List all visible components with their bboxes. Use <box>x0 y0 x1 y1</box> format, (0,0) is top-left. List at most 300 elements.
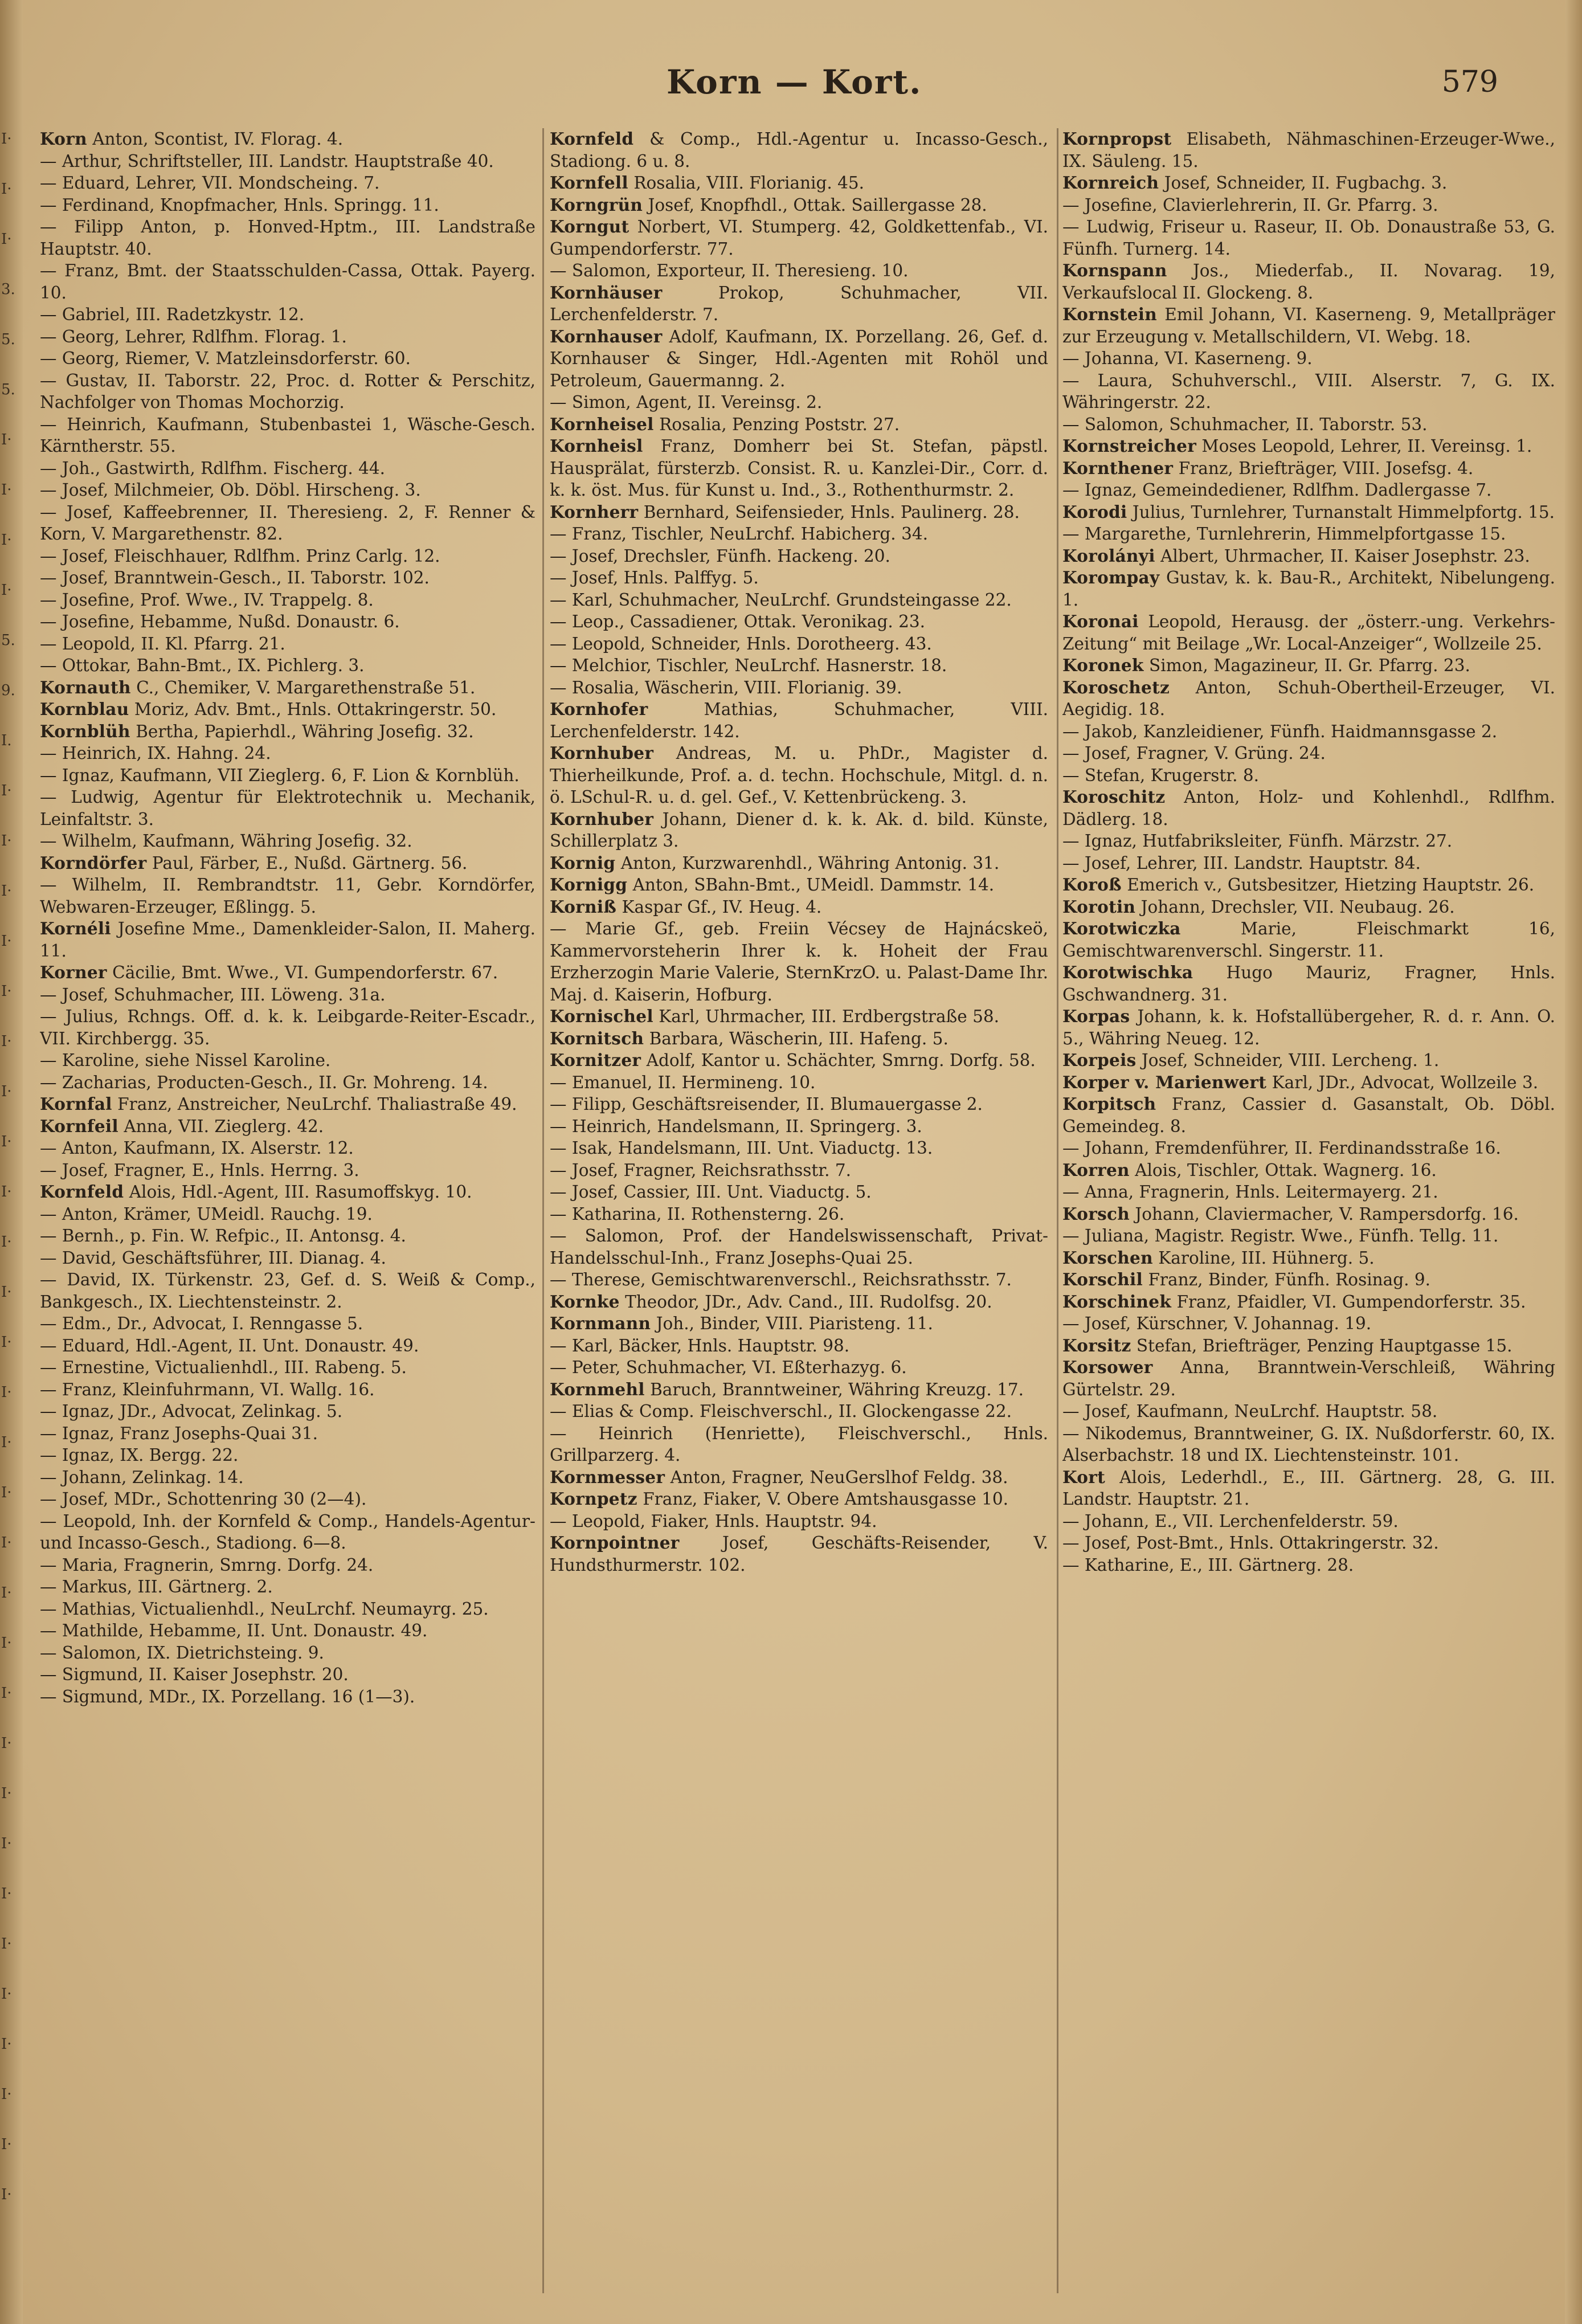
directory-entry <box>40 501 535 545</box>
directory-entry <box>550 1379 1048 1401</box>
entry-text: Kaspar Gf., IV. Heug. 4. <box>622 897 822 917</box>
directory-entry <box>40 1686 535 1708</box>
entry-surname: Korsch <box>1062 1203 1130 1224</box>
directory-entry <box>550 1313 1048 1335</box>
entry-surname: Kornischel <box>550 1006 653 1026</box>
entry-text: Anton, SBahn-Bmt., UMeidl. Dammstr. 14. <box>632 875 995 895</box>
entry-surname: Kornke <box>550 1291 620 1312</box>
directory-entry <box>1062 786 1555 830</box>
entry-text: — Josef, Milchmeier, Ob. Döbl. Hirscheng. 3. <box>40 480 421 500</box>
directory-entry <box>1062 896 1555 918</box>
entry-text: Elisabeth, Nähmaschinen-Erzeuger-Wwe., IX. Säuleng. 15. <box>1062 129 1555 171</box>
edge-mark: I· <box>1 1935 12 1953</box>
directory-entry <box>1062 348 1555 370</box>
entry-text: Josef, Knopfhdl., Ottak. Saillergasse 28. <box>648 195 987 215</box>
entry-text: Baruch, Branntweiner, Währing Kreuzg. 17. <box>650 1379 1024 1399</box>
entry-text: Cäcilie, Bmt. Wwe., VI. Gumpendorferstr. 67. <box>112 963 498 982</box>
edge-mark: I· <box>1 1033 12 1050</box>
directory-entry <box>1062 1357 1555 1400</box>
entry-surname: Korschinek <box>1062 1291 1172 1312</box>
entry-surname: Korniß <box>550 896 617 917</box>
entry-surname: Korn <box>40 129 87 149</box>
entry-text: Joh., Binder, VIII. Piaristeng. 11. <box>656 1314 933 1333</box>
directory-entry <box>550 545 1048 567</box>
edge-mark: I· <box>1 2136 12 2153</box>
entry-surname: Kornhäuser <box>550 282 663 303</box>
directory-entry <box>40 150 535 173</box>
column-2 <box>550 128 1048 2305</box>
entry-text: — Leopold, Schneider, Hnls. Dorotheerg. 43. <box>550 634 932 654</box>
directory-entry <box>1062 1006 1555 1049</box>
edge-mark: I· <box>1 582 12 599</box>
entry-surname: Kornmehl <box>550 1379 645 1399</box>
entry-text: — Mathilde, Hebamme, II. Unt. Donaustr. 49. <box>40 1621 428 1640</box>
directory-entry <box>40 984 535 1006</box>
directory-entry <box>40 304 535 326</box>
entry-surname: Koronai <box>1062 611 1139 631</box>
entry-surname: Kornfeil <box>40 1116 118 1136</box>
entry-text: — Josef, Lehrer, III. Landstr. Hauptstr. 84. <box>1062 853 1421 873</box>
entry-text: — Josef, Schuhmacher, III. Löweng. 31a. <box>40 985 386 1004</box>
entry-text: & Comp., Hdl.-Agentur u. Incasso-Gesch., Stadiong. 6 u. 8. <box>550 129 1048 171</box>
entry-text: — Ignaz, JDr., Advocat, Zelinkag. 5. <box>40 1402 343 1421</box>
entry-text: — Emanuel, II. Hermineng. 10. <box>550 1072 816 1092</box>
entry-text: Emerich v., Gutsbesitzer, Hietzing Hauptstr. 26. <box>1127 875 1535 895</box>
entry-surname: Kornspann <box>1062 260 1167 280</box>
entry-surname: Korsower <box>1062 1357 1153 1377</box>
edge-mark: I. <box>1 732 12 749</box>
directory-entry <box>550 216 1048 260</box>
directory-columns <box>40 128 1555 2305</box>
entry-text: — Josef, Kaufmann, NeuLrchf. Hauptstr. 58. <box>1062 1402 1438 1421</box>
directory-entry <box>1062 1313 1555 1335</box>
entry-text: Johann, k. k. Hofstallübergeher, R. d. r. Ann. O. 5., Währing Neueg. 12. <box>1062 1007 1555 1048</box>
entry-text: Anton, Fragner, NeuGerslhof Feldg. 38. <box>670 1467 1008 1487</box>
entry-text: Franz, Pfaidler, VI. Gumpendorferstr. 35. <box>1176 1292 1526 1312</box>
directory-entry <box>1062 611 1555 655</box>
entry-text: — Josef, Post-Bmt., Hnls. Ottakringerstr. 32. <box>1062 1533 1439 1553</box>
entry-text: — Bernh., p. Fin. W. Refpic., II. Antonsg. 4. <box>40 1226 406 1245</box>
directory-entry <box>40 962 535 984</box>
entry-text: — Josefine, Prof. Wwe., IV. Trappelg. 8. <box>40 590 374 610</box>
entry-text: Anton, Schuh-Obertheil-Erzeuger, VI. Aegidig. 18. <box>1062 677 1555 719</box>
entry-surname: Koroschitz <box>1062 787 1166 807</box>
entry-text: — Georg, Lehrer, Rdlfhm. Florag. 1. <box>40 326 347 346</box>
directory-entry <box>40 326 535 348</box>
entry-surname: Kornitsch <box>550 1028 644 1048</box>
entry-surname: Korren <box>1062 1159 1130 1180</box>
directory-entry <box>550 611 1048 633</box>
edge-mark: I· <box>1 782 12 799</box>
entry-text: Paul, Färber, E., Nußd. Gärtnerg. 56. <box>152 853 468 873</box>
edge-mark: I· <box>1 1183 12 1200</box>
directory-entry <box>550 677 1048 699</box>
entry-text: — Arthur, Schriftsteller, III. Landstr. Hauptstraße 40. <box>40 151 494 171</box>
entry-text: — Josef, Drechsler, Fünfh. Hackeng. 20. <box>550 546 890 566</box>
entry-text: Franz, Anstreicher, NeuLrchf. Thaliastraße 49. <box>117 1094 517 1114</box>
entry-text: — Karl, Schuhmacher, NeuLrchf. Grundsteingasse 22. <box>550 590 1012 610</box>
entry-text: — Eduard, Lehrer, VII. Mondscheing. 7. <box>40 173 380 193</box>
entry-text: — Anton, Krämer, UMeidl. Rauchg. 19. <box>40 1204 373 1224</box>
directory-entry <box>550 1467 1048 1489</box>
directory-entry <box>550 326 1048 392</box>
directory-entry <box>1062 370 1555 414</box>
directory-entry <box>1062 435 1555 458</box>
directory-entry <box>40 216 535 260</box>
entry-text: Emil Johann, VI. Kaserneng. 9, Metallpräger zur Erzeugung v. Metallschildern, VI. Webg. 18. <box>1062 305 1555 346</box>
directory-entry <box>1062 567 1555 611</box>
directory-entry <box>40 655 535 677</box>
entry-text: Marie, Fleischmarkt 16, Gemischtwarenverschl. Singerstr. 11. <box>1062 919 1555 961</box>
entry-surname: Korschen <box>1062 1247 1153 1268</box>
entry-text: Anton, Scontist, IV. Florag. 4. <box>92 129 344 149</box>
directory-entry <box>1062 216 1555 260</box>
edge-mark: 5. <box>1 381 15 398</box>
entry-surname: Kornfeld <box>40 1182 124 1202</box>
directory-entry <box>1062 414 1555 436</box>
entry-text: — Karoline, siehe Nissel Karoline. <box>40 1051 331 1070</box>
entry-surname: Kornstein <box>1062 304 1158 324</box>
edge-mark: I· <box>1 1635 12 1652</box>
entry-text: — David, IX. Türkenstr. 23, Gef. d. S. Weiß & Comp., Bankgesch., IX. Liechtensteinstr. 2. <box>40 1270 535 1312</box>
directory-entry <box>550 501 1048 524</box>
entry-surname: Koroß <box>1062 875 1122 895</box>
directory-entry <box>550 1532 1048 1576</box>
entry-text: — Georg, Riemer, V. Matzleinsdorferstr. 60. <box>40 349 411 368</box>
directory-entry <box>1062 523 1555 545</box>
entry-text: — Josef, Fragner, Reichsrathsstr. 7. <box>550 1160 851 1180</box>
entry-surname: Kort <box>1062 1467 1106 1487</box>
page-title: Korn — Kort. <box>667 63 922 101</box>
entry-text: Adolf, Kaufmann, IX. Porzellang. 26, Gef. d. Kornhauser & Singer, Hdl.-Agenten mit Rohöl und Petroleum, Gauermanng. 2. <box>550 326 1048 390</box>
entry-surname: Kornitzer <box>550 1050 641 1070</box>
entry-surname: Kornblüh <box>40 721 130 741</box>
entry-text: — Katharina, II. Rothensterng. 26. <box>550 1204 845 1224</box>
entry-surname: Korndörfer <box>40 852 147 873</box>
entry-surname: Kornpetz <box>550 1489 637 1509</box>
edge-mark: I· <box>1 481 12 499</box>
edge-mark: I· <box>1 2186 12 2203</box>
entry-text: Mathias, Schuhmacher, VIII. Lerchenfelderstr. 142. <box>550 700 1048 741</box>
directory-entry <box>1062 128 1555 172</box>
entry-text: Stefan, Briefträger, Penzing Hauptgasse 15. <box>1136 1335 1512 1355</box>
directory-entry <box>1062 1072 1555 1094</box>
edge-mark: I· <box>1 832 12 849</box>
edge-mark: 9. <box>1 682 15 699</box>
entry-text: Julius, Turnlehrer, Turnanstalt Himmelpfortg. 15. <box>1132 502 1555 522</box>
directory-entry <box>550 852 1048 875</box>
directory-entry <box>40 611 535 633</box>
directory-entry <box>40 1159 535 1182</box>
entry-text: — Ignaz, Hutfabriksleiter, Fünfh. Märzstr. 27. <box>1062 831 1453 851</box>
directory-entry <box>550 808 1048 852</box>
directory-entry <box>40 1664 535 1686</box>
entry-text: — Josef, Branntwein-Gesch., II. Taborstr. 102. <box>40 568 430 587</box>
directory-entry <box>40 1137 535 1159</box>
entry-text: Hugo Mauriz, Fragner, Hnls. Gschwandnerg. 31. <box>1062 963 1555 1004</box>
entry-surname: Korner <box>40 962 107 982</box>
entry-text: — Josef, Fragner, E., Hnls. Herrng. 3. <box>40 1160 359 1180</box>
directory-entry <box>40 852 535 875</box>
entry-text: Anton, Kurzwarenhdl., Währing Antonig. 31. <box>620 853 1000 873</box>
entry-text: Anna, Branntwein-Verschleiß, Währing Gürtelstr. 29. <box>1062 1358 1555 1399</box>
entry-text: — Nikodemus, Branntweiner, G. IX. Nußdorferstr. 60, IX. Alserbachstr. 18 und IX. Liechtensteinstr. 101. <box>1062 1423 1555 1465</box>
directory-entry <box>40 830 535 852</box>
entry-surname: Korompay <box>1062 567 1160 587</box>
entry-text: Alois, Lederhdl., E., III. Gärtnerg. 28, G. III. Landstr. Hauptstr. 21. <box>1062 1467 1555 1509</box>
entry-surname: Korotwischka <box>1062 962 1193 982</box>
directory-entry <box>550 1423 1048 1467</box>
directory-entry <box>550 194 1048 217</box>
entry-text: — Salomon, Exporteur, II. Theresieng. 10. <box>550 261 909 280</box>
entry-text: — Ludwig, Friseur u. Raseur, II. Ob. Donaustraße 53, G. Fünfh. Turnerg. 14. <box>1062 217 1555 259</box>
column-1 <box>40 128 535 2305</box>
directory-entry <box>1062 479 1555 501</box>
entry-text: Karl, JDr., Advocat, Wollzeile 3. <box>1272 1072 1539 1092</box>
edge-mark: I· <box>1 2036 12 2053</box>
entry-text: Franz, Fiaker, V. Obere Amtshausgasse 10. <box>643 1489 1008 1509</box>
entry-text: — Ignaz, Kaufmann, VII Zieglerg. 6, F. Lion & Kornblüh. <box>40 765 520 785</box>
directory-entry <box>40 1379 535 1401</box>
entry-surname: Korpas <box>1062 1006 1130 1026</box>
directory-entry <box>1062 1181 1555 1203</box>
edge-mark: I· <box>1 1484 12 1501</box>
entry-text: Albert, Uhrmacher, II. Kaiser Josephstr. 23. <box>1160 546 1530 566</box>
entry-text: Barbara, Wäscherin, III. Hafeng. 5. <box>649 1028 949 1048</box>
entry-text: Josefine Mme., Damenkleider-Salon, II. Maherg. 11. <box>40 919 535 961</box>
directory-entry <box>40 567 535 589</box>
edge-mark: I· <box>1 1534 12 1551</box>
entry-text: Josef, Schneider, VIII. Lercheng. 1. <box>1141 1051 1440 1070</box>
entry-text: Anna, VII. Zieglerg. 42. <box>124 1116 324 1136</box>
entry-text: — Johann, Zelinkag. 14. <box>40 1467 244 1487</box>
entry-text: — Gabriel, III. Radetzkystr. 12. <box>40 305 305 324</box>
entry-text: — Josef, Kürschner, V. Johannag. 19. <box>1062 1314 1372 1333</box>
entry-surname: Korper v. Marienwert <box>1062 1072 1267 1092</box>
entry-surname: Kornthener <box>1062 458 1174 478</box>
entry-text: — Josef, Hnls. Palffyg. 5. <box>550 568 759 587</box>
entry-surname: Kornstreicher <box>1062 436 1197 456</box>
directory-entry <box>1062 1049 1555 1072</box>
edge-mark: I· <box>1 1685 12 1702</box>
entry-text: — Heinrich, IX. Hahng. 24. <box>40 744 271 763</box>
entry-text: Franz, Briefträger, VIII. Josefsg. 4. <box>1178 458 1474 478</box>
entry-text: — Marie Gf., geb. Freiin Vécsey de Hajnácskeö, Kammervorsteherin Ihrer k. k. Hoheit der Frau Erzherzogin Marie Valerie, SternKrzO. u. Palast-Dame Ihr. Maj. d. Kaiserin, Hofburg. <box>550 919 1048 1004</box>
edge-mark: I· <box>1 431 12 448</box>
edge-mark: I· <box>1 983 12 1000</box>
entry-text: — Margarethe, Turnlehrerin, Himmelpfortgasse 15. <box>1062 524 1506 544</box>
directory-entry <box>1062 1467 1555 1510</box>
directory-entry <box>40 699 535 721</box>
entry-text: Josef, Schneider, II. Fugbachg. 3. <box>1164 173 1448 193</box>
directory-entry <box>40 1006 535 1049</box>
directory-entry <box>40 677 535 699</box>
page-number: 579 <box>1441 65 1498 99</box>
edge-mark: I· <box>1 1133 12 1150</box>
entry-text: — Maria, Fragnerin, Smrng. Dorfg. 24. <box>40 1555 374 1575</box>
entry-text: Franz, Domherr bei St. Stefan, päpstl. Hausprälat, fürsterzb. Consist. R. u. Kanzlei-Dir., Corr. d. k. k. öst. Mus. für Kunst u. Ind., 3., Rothenthurmstr. 2. <box>550 436 1048 500</box>
directory-entry <box>40 1554 535 1576</box>
directory-entry <box>40 1642 535 1664</box>
entry-text: — Edm., Dr., Advocat, I. Renngasse 5. <box>40 1314 363 1333</box>
directory-entry <box>40 1423 535 1445</box>
directory-entry <box>550 1225 1048 1269</box>
entry-text: — Johanna, VI. Kaserneng. 9. <box>1062 349 1313 368</box>
entry-text: — Gustav, II. Taborstr. 22, Proc. d. Rotter & Perschitz, Nachfolger von Thomas Mochorzig. <box>40 370 535 412</box>
entry-surname: Kornfal <box>40 1094 112 1114</box>
entry-text: — Joh., Gastwirth, Rdlfhm. Fischerg. 44. <box>40 458 385 478</box>
directory-entry <box>1062 742 1555 765</box>
directory-entry <box>40 370 535 414</box>
directory-entry <box>550 128 1048 172</box>
entry-text: — Jakob, Kanzleidiener, Fünfh. Haidmannsgasse 2. <box>1062 721 1498 741</box>
entry-text: — Markus, III. Gärtnerg. 2. <box>40 1577 273 1596</box>
entry-text: Moriz, Adv. Bmt., Hnls. Ottakringerstr. 50. <box>134 700 497 719</box>
entry-surname: Korpitsch <box>1062 1094 1156 1114</box>
entry-text: — Heinrich, Handelsmann, II. Springerg. 3. <box>550 1116 922 1136</box>
directory-entry <box>550 699 1048 742</box>
edge-mark: I· <box>1 1986 12 2003</box>
entry-text: — Johann, Fremdenführer, II. Ferdinandsstraße 16. <box>1062 1138 1501 1158</box>
directory-entry <box>1062 1423 1555 1467</box>
directory-entry <box>550 1093 1048 1116</box>
entry-text: — Leopold, Fiaker, Hnls. Hauptstr. 94. <box>550 1511 877 1531</box>
edge-mark: I· <box>1 1284 12 1301</box>
directory-entry <box>40 479 535 501</box>
directory-entry <box>1062 545 1555 567</box>
directory-entry <box>550 1072 1048 1094</box>
entry-surname: Kornherr <box>550 501 639 522</box>
directory-entry <box>1062 655 1555 677</box>
directory-entry <box>40 1247 535 1269</box>
entry-text: — Johann, E., VII. Lerchenfelderstr. 59. <box>1062 1511 1399 1531</box>
directory-entry <box>1062 677 1555 721</box>
edge-mark: 5. <box>1 632 15 649</box>
entry-text: — Salomon, Schuhmacher, II. Taborstr. 53. <box>1062 414 1428 434</box>
entry-text: — Josefine, Hebamme, Nußd. Donaustr. 6. <box>40 612 400 631</box>
directory-entry <box>1062 260 1555 304</box>
entry-text: Adolf, Kantor u. Schächter, Smrng. Dorfg. 58. <box>646 1051 1036 1070</box>
entry-surname: Kornigg <box>550 875 628 895</box>
column-3 <box>1062 128 1555 2305</box>
entry-surname: Kornauth <box>40 677 131 697</box>
edge-mark: I· <box>1 1785 12 1802</box>
directory-entry <box>40 194 535 217</box>
entry-text: Bernhard, Seifensieder, Hnls. Paulinerg. 28. <box>643 502 1020 522</box>
edge-mark: I· <box>1 1885 12 1902</box>
directory-entry <box>40 1488 535 1510</box>
entry-text: Simon, Magazineur, II. Gr. Pfarrg. 23. <box>1149 656 1470 675</box>
entry-surname: Kornblau <box>40 699 129 719</box>
entry-text: Jos., Miederfab., II. Novarag. 19, Verkaufslocal II. Glockeng. 8. <box>1062 261 1555 303</box>
entry-text: Johann, Diener d. k. k. Ak. d. bild. Künste, Schillerplatz 3. <box>550 809 1048 851</box>
directory-entry <box>40 1576 535 1598</box>
directory-entry <box>1062 458 1555 480</box>
directory-entry <box>1062 194 1555 217</box>
entry-surname: Kornhuber <box>550 808 654 829</box>
directory-entry <box>40 1225 535 1247</box>
directory-entry <box>550 1357 1048 1379</box>
entry-text: — Ignaz, Gemeindediener, Rdlfhm. Dadlergasse 7. <box>1062 480 1492 500</box>
entry-surname: Kornfeld <box>550 129 634 149</box>
entry-surname: Koronek <box>1062 655 1144 675</box>
directory-entry <box>550 655 1048 677</box>
directory-entry <box>1062 1093 1555 1137</box>
directory-entry <box>550 1400 1048 1423</box>
directory-entry <box>40 1093 535 1116</box>
directory-entry <box>40 414 535 458</box>
entry-text: Norbert, VI. Stumperg. 42, Goldkettenfab., VI. Gumpendorferstr. 77. <box>550 217 1048 259</box>
entry-surname: Kornhauser <box>550 326 663 346</box>
entry-text: — Josef, Cassier, III. Unt. Viaductg. 5. <box>550 1182 872 1202</box>
directory-entry <box>550 874 1048 896</box>
entry-text: — Salomon, Prof. der Handelswissenschaft, Privat-Handelsschul-Inh., Franz Josephs-Quai 25. <box>550 1226 1048 1268</box>
entry-text: Prokop, Schuhmacher, VII. Lerchenfelderstr. 7. <box>550 283 1048 324</box>
directory-entry <box>1062 1225 1555 1247</box>
entry-text: — Elias & Comp. Fleischverschl., II. Glockengasse 22. <box>550 1402 1012 1421</box>
directory-entry <box>1062 1532 1555 1554</box>
entry-text: Rosalia, VIII. Florianig. 45. <box>633 173 865 193</box>
directory-entry <box>40 874 535 918</box>
entry-text: Andreas, M. u. PhDr., Magister d. Thierheilkunde, Prof. a. d. techn. Hochschule, Mitgl. d. n. ö. LSchul-R. u. d. gel. Gef., V. Kettenbrückeng. 3. <box>550 744 1048 807</box>
entry-text: — Zacharias, Producten-Gesch., II. Gr. Mohreng. 14. <box>40 1072 488 1092</box>
page-edge-shadow <box>1565 0 1582 2324</box>
entry-surname: Korschil <box>1062 1269 1143 1289</box>
directory-entry <box>550 1049 1048 1072</box>
entry-text: — Leopold, Inh. der Kornfeld & Comp., Handels-Agentur- und Incasso-Gesch., Stadiong. 6—8. <box>40 1511 535 1553</box>
entry-text: — Filipp Anton, p. Honved-Hptm., III. Landstraße Hauptstr. 40. <box>40 217 535 259</box>
entry-surname: Kornpropst <box>1062 129 1172 149</box>
directory-entry <box>1062 1335 1555 1357</box>
directory-entry <box>40 172 535 194</box>
entry-text: Alois, Tischler, Ottak. Wagnerg. 16. <box>1135 1160 1437 1180</box>
entry-text: Anton, Holz- und Kohlenhdl., Rdlfhm. Dädlerg. 18. <box>1062 787 1555 829</box>
directory-entry <box>550 172 1048 194</box>
directory-entry <box>550 1137 1048 1159</box>
directory-entry <box>550 391 1048 414</box>
directory-entry <box>1062 1269 1555 1291</box>
entry-surname: Kornéli <box>40 918 111 938</box>
directory-entry <box>40 1116 535 1138</box>
directory-entry <box>40 1620 535 1642</box>
entry-text: — Peter, Schuhmacher, VI. Eßterhazyg. 6. <box>550 1358 907 1377</box>
entry-text: — Rosalia, Wäscherin, VIII. Florianig. 39. <box>550 677 902 697</box>
directory-entry <box>40 721 535 743</box>
entry-text: — Katharine, E., III. Gärtnerg. 28. <box>1062 1555 1354 1575</box>
directory-entry <box>40 765 535 787</box>
entry-text: — Ernestine, Victualienhdl., III. Rabeng. 5. <box>40 1358 407 1377</box>
directory-entry <box>1062 918 1555 962</box>
directory-entry <box>40 589 535 611</box>
entry-text: Franz, Cassier d. Gasanstalt, Ob. Döbl. Gemeindeg. 8. <box>1062 1094 1555 1136</box>
entry-text: — Franz, Kleinfuhrmann, VI. Wallg. 16. <box>40 1379 375 1399</box>
entry-text: — Wilhelm, Kaufmann, Währing Josefig. 32. <box>40 831 412 851</box>
edge-mark: I· <box>1 532 12 549</box>
entry-text: — Filipp, Geschäftsreisender, II. Blumauergasse 2. <box>550 1094 983 1114</box>
entry-text: Karoline, III. Hühnerg. 5. <box>1158 1248 1375 1268</box>
directory-entry <box>550 282 1048 326</box>
directory-entry <box>550 1291 1048 1313</box>
directory-entry <box>550 589 1048 611</box>
entry-text: — Franz, Bmt. der Staatsschulden-Cassa, Ottak. Payerg. 10. <box>40 261 535 303</box>
directory-entry <box>550 1203 1048 1226</box>
entry-text: — Wilhelm, II. Rembrandtstr. 11, Gebr. Korndörfer, Webwaren-Erzeuger, Eßlingg. 5. <box>40 875 535 917</box>
entry-surname: Korolányi <box>1062 545 1155 566</box>
directory-entry <box>40 128 535 150</box>
entry-text: — Julius, Rchngs. Off. d. k. k. Leibgarde-Reiter-Escadr., VII. Kirchbergg. 35. <box>40 1007 535 1048</box>
directory-entry <box>550 1269 1048 1291</box>
entry-surname: Kornig <box>550 852 616 873</box>
